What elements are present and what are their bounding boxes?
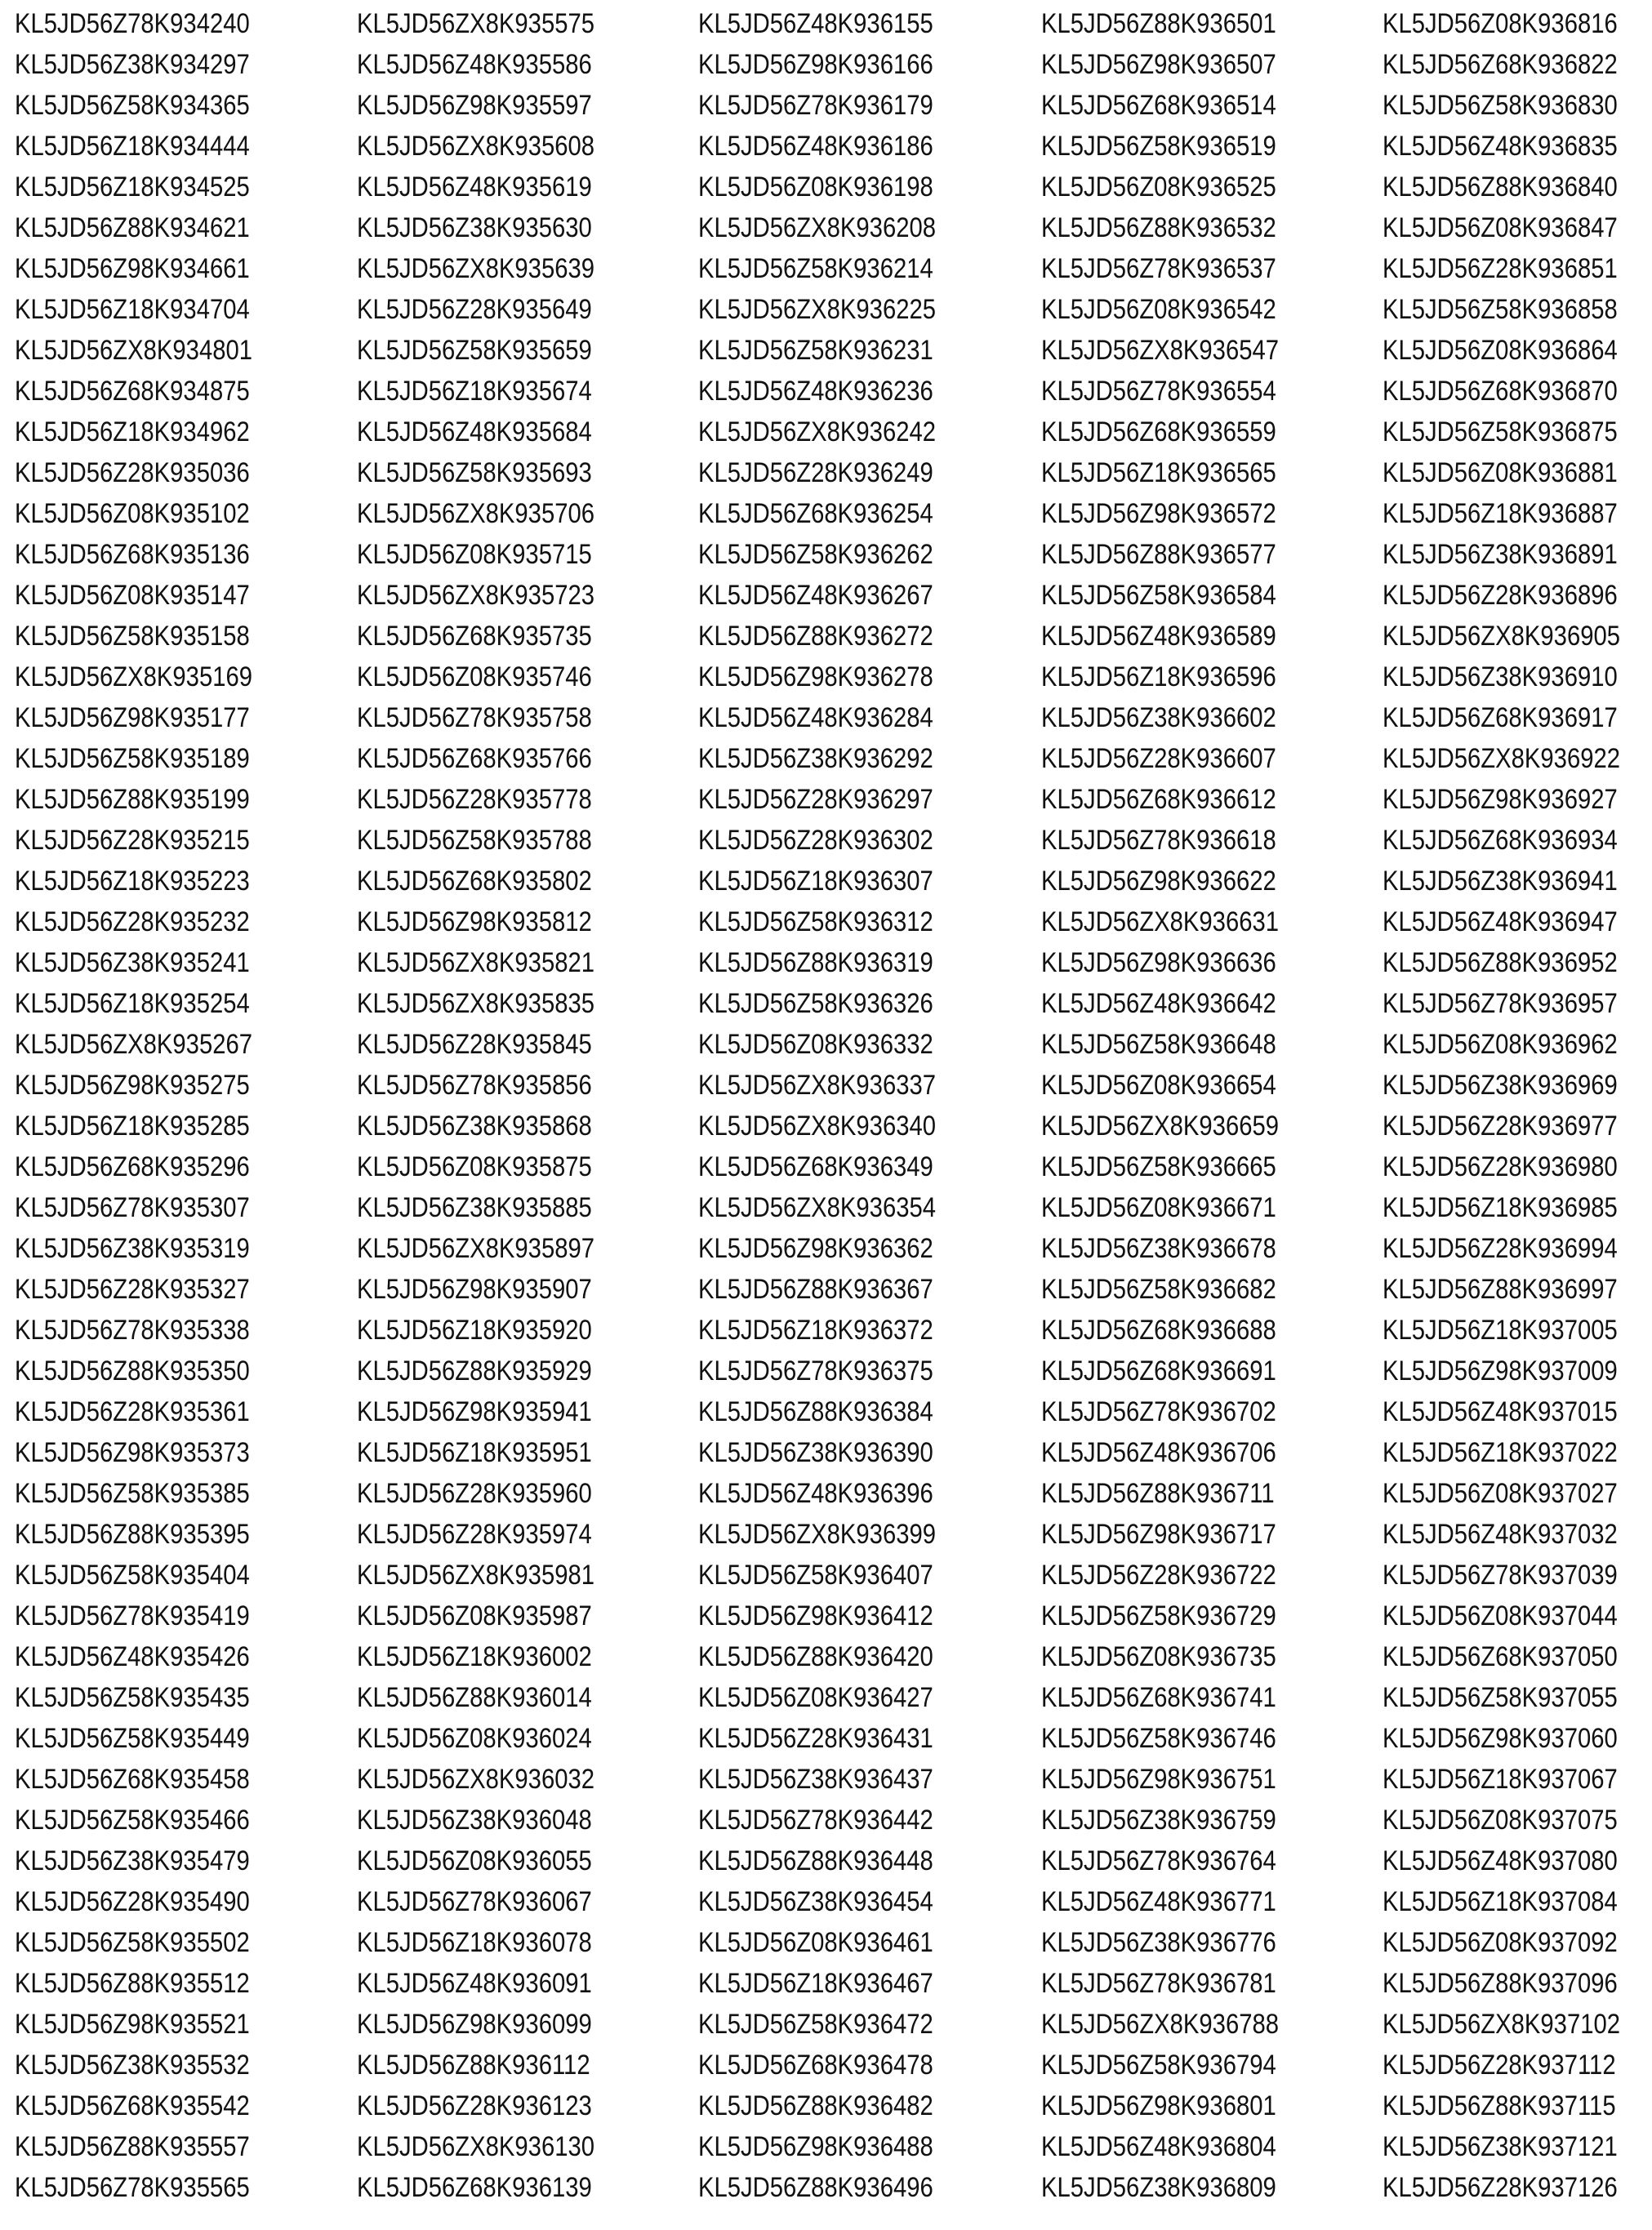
vin-entry: KL5JD56Z08K936671: [1041, 1192, 1276, 1223]
vin-entry: KL5JD56Z08K935715: [357, 539, 592, 570]
vin-entry: KL5JD56Z38K936969: [1383, 1070, 1618, 1101]
vin-entry: KL5JD56Z78K935338: [15, 1315, 250, 1346]
vin-entry: KL5JD56Z48K936236: [698, 376, 933, 407]
vin-entry: KL5JD56Z98K936412: [698, 1600, 933, 1631]
vin-entry: KL5JD56Z98K936927: [1383, 784, 1618, 815]
vin-entry: KL5JD56ZX8K937102: [1383, 2009, 1620, 2040]
vin-entry: KL5JD56Z08K935102: [15, 498, 250, 529]
vin-entry: KL5JD56Z18K934962: [15, 416, 250, 447]
vin-entry: KL5JD56Z38K936941: [1383, 866, 1618, 897]
vin-entry: KL5JD56Z58K936262: [698, 539, 933, 570]
vin-entry: KL5JD56Z18K937067: [1383, 1764, 1618, 1795]
vin-entry: KL5JD56Z58K936746: [1041, 1723, 1276, 1754]
vin-entry: KL5JD56Z18K935285: [15, 1111, 250, 1142]
vin-entry: KL5JD56Z58K935385: [15, 1478, 250, 1509]
vin-entry: KL5JD56Z18K935674: [357, 376, 592, 407]
vin-entry: KL5JD56Z98K935907: [357, 1274, 592, 1305]
vin-entry: KL5JD56Z18K935254: [15, 988, 250, 1019]
vin-entry: KL5JD56Z08K936864: [1383, 335, 1618, 366]
vin-entry: KL5JD56Z48K936771: [1041, 1886, 1276, 1917]
vin-entry: KL5JD56Z48K936706: [1041, 1437, 1276, 1468]
vin-entry: KL5JD56Z78K935856: [357, 1070, 592, 1101]
vin-entry: KL5JD56Z68K935296: [15, 1151, 250, 1182]
vin-entry: KL5JD56Z98K936488: [698, 2131, 933, 2162]
vin-entry: KL5JD56Z48K935684: [357, 416, 592, 447]
vin-entry: KL5JD56Z48K936091: [357, 1968, 592, 1999]
vin-entry: KL5JD56Z28K935361: [15, 1396, 250, 1427]
vin-entry: KL5JD56Z58K935466: [15, 1805, 250, 1836]
vin-entry: KL5JD56ZX8K935639: [357, 253, 594, 284]
vin-entry: KL5JD56Z08K937027: [1383, 1478, 1618, 1509]
vin-entry: KL5JD56Z38K936759: [1041, 1805, 1276, 1836]
vin-entry: KL5JD56Z48K937080: [1383, 1845, 1618, 1876]
vin-entry: KL5JD56Z18K934525: [15, 171, 250, 203]
vin-entry: KL5JD56ZX8K935981: [357, 1560, 594, 1591]
vin-entry: KL5JD56ZX8K936130: [357, 2131, 594, 2162]
vin-entry: KL5JD56Z28K936431: [698, 1723, 933, 1754]
vin-entry: KL5JD56Z08K936427: [698, 1682, 933, 1713]
vin-entry: KL5JD56Z68K936254: [698, 498, 933, 529]
vin-entry: KL5JD56Z18K937005: [1383, 1315, 1618, 1346]
vin-entry: KL5JD56Z98K935521: [15, 2009, 250, 2040]
vin-entry: KL5JD56Z38K936891: [1383, 539, 1618, 570]
vin-entry: KL5JD56Z98K936622: [1041, 866, 1276, 897]
vin-entry: KL5JD56Z28K936851: [1383, 253, 1618, 284]
vin-entry: KL5JD56Z48K936804: [1041, 2131, 1276, 2162]
vin-entry: KL5JD56Z98K936166: [698, 49, 933, 80]
vin-entry: KL5JD56Z28K935215: [15, 825, 250, 856]
vin-entry: KL5JD56Z38K935630: [357, 212, 592, 243]
vin-entry: KL5JD56Z38K936602: [1041, 702, 1276, 733]
vin-entry: KL5JD56Z28K935960: [357, 1478, 592, 1509]
vin-entry: KL5JD56Z48K936947: [1383, 906, 1618, 937]
vin-entry: KL5JD56Z48K936155: [698, 8, 933, 39]
vin-entry: KL5JD56ZX8K936631: [1041, 906, 1279, 937]
vin-entry: KL5JD56Z98K935275: [15, 1070, 250, 1101]
vin-entry: KL5JD56Z98K936362: [698, 1233, 933, 1264]
vin-entry: KL5JD56Z38K935885: [357, 1192, 592, 1223]
vin-entry: KL5JD56ZX8K935267: [15, 1029, 252, 1060]
vin-entry: KL5JD56Z08K936654: [1041, 1070, 1276, 1101]
vin-entry: KL5JD56Z98K936507: [1041, 49, 1276, 80]
vin-entry: KL5JD56ZX8K936354: [698, 1192, 936, 1223]
vin-entry: KL5JD56Z28K937112: [1383, 2050, 1616, 2081]
vin-entry: KL5JD56Z28K936607: [1041, 743, 1276, 774]
vin-entry: KL5JD56Z68K936514: [1041, 90, 1276, 121]
vin-entry: KL5JD56Z88K936319: [698, 947, 933, 978]
vin-entry: KL5JD56Z38K935241: [15, 947, 250, 978]
vin-entry: KL5JD56Z18K936467: [698, 1968, 933, 1999]
vin-entry: KL5JD56Z88K936482: [698, 2090, 933, 2121]
vin-entry: KL5JD56Z08K937092: [1383, 1927, 1618, 1958]
vin-entry: KL5JD56Z88K935557: [15, 2131, 250, 2162]
vin-entry: KL5JD56Z68K936349: [698, 1151, 933, 1182]
vin-entry: KL5JD56Z68K935766: [357, 743, 592, 774]
vin-entry: KL5JD56Z18K934704: [15, 294, 250, 325]
vin-entry: KL5JD56ZX8K936905: [1383, 621, 1620, 652]
vin-entry: KL5JD56Z88K936997: [1383, 1274, 1618, 1305]
vin-entry: KL5JD56Z28K936302: [698, 825, 933, 856]
vin-entry: KL5JD56Z88K937115: [1383, 2090, 1616, 2121]
vin-entry: KL5JD56Z28K936297: [698, 784, 933, 815]
vin-entry: KL5JD56Z78K936618: [1041, 825, 1276, 856]
vin-entry: KL5JD56Z48K935426: [15, 1641, 250, 1672]
vin-entry: KL5JD56Z78K936781: [1041, 1968, 1276, 1999]
vin-entry: KL5JD56Z98K937060: [1383, 1723, 1618, 1754]
vin-entry: KL5JD56Z28K936977: [1383, 1111, 1618, 1142]
vin-entry: KL5JD56Z38K936678: [1041, 1233, 1276, 1264]
vin-entry: KL5JD56Z98K936278: [698, 661, 933, 692]
vin-entry: KL5JD56Z38K935479: [15, 1845, 250, 1876]
vin-entry: KL5JD56Z68K935458: [15, 1764, 250, 1795]
vin-entry: KL5JD56Z48K936396: [698, 1478, 933, 1509]
vin-entry: KL5JD56Z58K936729: [1041, 1600, 1276, 1631]
vin-entry: KL5JD56Z18K936078: [357, 1927, 592, 1958]
vin-entry: KL5JD56ZX8K935169: [15, 661, 252, 692]
vin-entry: KL5JD56Z88K936272: [698, 621, 933, 652]
vin-entry: KL5JD56Z78K936764: [1041, 1845, 1276, 1876]
vin-entry: KL5JD56Z58K936830: [1383, 90, 1618, 121]
vin-entry: KL5JD56Z38K936048: [357, 1805, 592, 1836]
vin-entry: KL5JD56Z58K936665: [1041, 1151, 1276, 1182]
vin-entry: KL5JD56Z68K936822: [1383, 49, 1618, 80]
vin-entry: KL5JD56Z18K935951: [357, 1437, 592, 1468]
vin-entry: KL5JD56Z88K935199: [15, 784, 250, 815]
vin-entry: KL5JD56Z58K936875: [1383, 416, 1618, 447]
vin-column-1: [15, 7, 341, 2211]
vin-entry: KL5JD56Z58K935449: [15, 1723, 250, 1754]
vin-entry: KL5JD56Z28K937126: [1383, 2172, 1618, 2203]
vin-entry: KL5JD56ZX8K936208: [698, 212, 936, 243]
vin-entry: KL5JD56Z78K935419: [15, 1600, 250, 1631]
vin-entry: KL5JD56Z08K936816: [1383, 8, 1618, 39]
vin-entry: KL5JD56Z58K935189: [15, 743, 250, 774]
vin-entry: KL5JD56Z58K935502: [15, 1927, 250, 1958]
vin-entry: KL5JD56Z98K935812: [357, 906, 592, 937]
vin-column-4: [1041, 7, 1368, 2211]
vin-entry: KL5JD56Z78K935307: [15, 1192, 250, 1223]
vin-entry: KL5JD56Z28K936249: [698, 457, 933, 488]
vin-entry: KL5JD56Z78K936957: [1383, 988, 1618, 1019]
vin-entry: KL5JD56Z88K935929: [357, 1355, 592, 1387]
vin-entry: KL5JD56ZX8K936547: [1041, 335, 1279, 366]
vin-entry: KL5JD56Z48K936835: [1383, 131, 1618, 162]
vin-entry: KL5JD56Z28K935778: [357, 784, 592, 815]
vin-entry: KL5JD56Z68K936870: [1383, 376, 1618, 407]
vin-entry: KL5JD56Z88K936952: [1383, 947, 1618, 978]
vin-entry: KL5JD56Z58K936648: [1041, 1029, 1276, 1060]
vin-entry: KL5JD56Z28K935036: [15, 457, 250, 488]
vin-entry: KL5JD56Z68K936917: [1383, 702, 1618, 733]
vin-entry: KL5JD56Z98K935373: [15, 1437, 250, 1468]
vin-entry: KL5JD56Z68K935542: [15, 2090, 250, 2121]
vin-entry: KL5JD56Z28K935974: [357, 1519, 592, 1550]
vin-entry: KL5JD56Z18K936985: [1383, 1192, 1618, 1223]
vin-entry: KL5JD56Z68K935735: [357, 621, 592, 652]
vin-entry: KL5JD56Z08K935147: [15, 580, 250, 611]
vin-entry: KL5JD56Z58K936407: [698, 1560, 933, 1591]
vin-entry: KL5JD56Z08K936198: [698, 171, 933, 203]
vin-entry: KL5JD56ZX8K936659: [1041, 1111, 1279, 1142]
vin-entry: KL5JD56Z18K937084: [1383, 1886, 1618, 1917]
vin-entry: KL5JD56ZX8K935608: [357, 131, 594, 162]
vin-entry: KL5JD56Z28K936994: [1383, 1233, 1618, 1264]
vin-entry: KL5JD56ZX8K936340: [698, 1111, 936, 1142]
vin-entry: KL5JD56Z58K936682: [1041, 1274, 1276, 1305]
vin-entry: KL5JD56Z68K936688: [1041, 1315, 1276, 1346]
vin-entry: KL5JD56Z78K935565: [15, 2172, 250, 2203]
vin-entry: KL5JD56Z68K936934: [1383, 825, 1618, 856]
vin-entry: KL5JD56Z18K936372: [698, 1315, 933, 1346]
vin-entry: KL5JD56Z48K936186: [698, 131, 933, 162]
vin-entry: KL5JD56Z08K935875: [357, 1151, 592, 1182]
vin-entry: KL5JD56Z58K936472: [698, 2009, 933, 2040]
vin-entry: KL5JD56Z08K936461: [698, 1927, 933, 1958]
vin-entry: KL5JD56Z18K936887: [1383, 498, 1618, 529]
vin-entry: KL5JD56Z88K936367: [698, 1274, 933, 1305]
vin-column-5: [1383, 7, 1652, 2211]
vin-entry: KL5JD56Z98K934661: [15, 253, 250, 284]
vin-entry: KL5JD56Z98K935597: [357, 90, 592, 121]
vin-entry: KL5JD56Z88K936496: [698, 2172, 933, 2203]
vin-entry: KL5JD56Z78K936442: [698, 1805, 933, 1836]
vin-entry: KL5JD56Z48K936267: [698, 580, 933, 611]
vin-entry: KL5JD56Z58K935659: [357, 335, 592, 366]
vin-entry: KL5JD56Z38K936776: [1041, 1927, 1276, 1958]
vin-entry: KL5JD56Z28K935232: [15, 906, 250, 937]
vin-entry: KL5JD56Z28K935845: [357, 1029, 592, 1060]
vin-entry: KL5JD56Z48K936642: [1041, 988, 1276, 1019]
vin-entry: KL5JD56Z08K936735: [1041, 1641, 1276, 1672]
vin-entry: KL5JD56Z18K936002: [357, 1641, 592, 1672]
vin-entry: KL5JD56Z68K934875: [15, 376, 250, 407]
vin-entry: KL5JD56Z08K935987: [357, 1600, 592, 1631]
vin-entry: KL5JD56ZX8K936337: [698, 1070, 936, 1101]
vin-entry: KL5JD56Z28K935490: [15, 1886, 250, 1917]
vin-entry: KL5JD56Z98K936636: [1041, 947, 1276, 978]
vin-entry: KL5JD56ZX8K935821: [357, 947, 594, 978]
vin-entry: KL5JD56ZX8K935723: [357, 580, 594, 611]
vin-entry: KL5JD56ZX8K936788: [1041, 2009, 1279, 2040]
vin-entry: KL5JD56ZX8K935575: [357, 8, 594, 39]
vin-entry: KL5JD56Z68K936478: [698, 2050, 933, 2081]
vin-entry: KL5JD56Z48K935619: [357, 171, 592, 203]
vin-entry: KL5JD56Z68K937050: [1383, 1641, 1618, 1672]
vin-entry: KL5JD56Z78K936702: [1041, 1396, 1276, 1427]
vin-entry: KL5JD56Z58K936584: [1041, 580, 1276, 611]
vin-entry: KL5JD56Z08K936055: [357, 1845, 592, 1876]
vin-entry: KL5JD56Z78K936375: [698, 1355, 933, 1387]
vin-entry: KL5JD56Z88K937096: [1383, 1968, 1618, 1999]
vin-entry: KL5JD56Z68K936741: [1041, 1682, 1276, 1713]
vin-entry: KL5JD56Z08K937075: [1383, 1805, 1618, 1836]
vin-entry: KL5JD56Z28K936123: [357, 2090, 592, 2121]
vin-entry: KL5JD56Z08K936881: [1383, 457, 1618, 488]
vin-entry: KL5JD56Z58K937055: [1383, 1682, 1618, 1713]
vin-entry: KL5JD56ZX8K936399: [698, 1519, 936, 1550]
vin-entry: KL5JD56Z88K936711: [1041, 1478, 1275, 1509]
vin-entry: KL5JD56Z48K936589: [1041, 621, 1276, 652]
vin-entry: KL5JD56Z58K935435: [15, 1682, 250, 1713]
vin-entry: KL5JD56Z28K935327: [15, 1274, 250, 1305]
vin-entry: KL5JD56Z38K935319: [15, 1233, 250, 1264]
vin-entry: KL5JD56Z88K936448: [698, 1845, 933, 1876]
vin-entry: KL5JD56Z28K935649: [357, 294, 592, 325]
vin-entry: KL5JD56Z68K936691: [1041, 1355, 1276, 1387]
vin-entry: KL5JD56Z08K935746: [357, 661, 592, 692]
vin-entry: KL5JD56Z58K936326: [698, 988, 933, 1019]
vin-entry: KL5JD56Z58K936519: [1041, 131, 1276, 162]
vin-entry: KL5JD56Z08K936542: [1041, 294, 1276, 325]
vin-entry: KL5JD56Z18K936307: [698, 866, 933, 897]
vin-entry: KL5JD56Z58K935693: [357, 457, 592, 488]
vin-entry: KL5JD56ZX8K936225: [698, 294, 936, 325]
vin-entry: KL5JD56Z58K935404: [15, 1560, 250, 1591]
vin-entry: KL5JD56Z68K936559: [1041, 416, 1276, 447]
vin-entry: KL5JD56Z98K937009: [1383, 1355, 1618, 1387]
vin-entry: KL5JD56Z38K936292: [698, 743, 933, 774]
vin-entry: KL5JD56Z88K934621: [15, 212, 250, 243]
vin-entry: KL5JD56Z38K936454: [698, 1886, 933, 1917]
vin-entry: KL5JD56Z88K936384: [698, 1396, 933, 1427]
vin-entry: KL5JD56ZX8K936922: [1383, 743, 1620, 774]
vin-entry: KL5JD56Z88K935350: [15, 1355, 250, 1387]
vin-entry: KL5JD56Z38K936390: [698, 1437, 933, 1468]
vin-entry: KL5JD56Z68K936139: [357, 2172, 592, 2203]
vin-entry: KL5JD56Z38K937121: [1383, 2131, 1618, 2162]
vin-entry: KL5JD56Z88K936577: [1041, 539, 1276, 570]
vin-column-2: [357, 7, 684, 2211]
vin-entry: KL5JD56Z78K936067: [357, 1886, 592, 1917]
vin-entry: KL5JD56Z98K936801: [1041, 2090, 1276, 2121]
vin-entry: KL5JD56Z58K936858: [1383, 294, 1618, 325]
vin-entry: KL5JD56Z08K936024: [357, 1723, 592, 1754]
vin-entry: KL5JD56Z88K935512: [15, 1968, 250, 1999]
vin-entry: KL5JD56Z48K936284: [698, 702, 933, 733]
vin-entry: KL5JD56ZX8K934801: [15, 335, 252, 366]
vin-entry: KL5JD56Z48K937032: [1383, 1519, 1618, 1550]
vin-entry: KL5JD56Z08K937044: [1383, 1600, 1618, 1631]
vin-entry: KL5JD56Z38K935532: [15, 2050, 250, 2081]
vin-entry: KL5JD56Z58K936231: [698, 335, 933, 366]
vin-entry: KL5JD56Z18K934444: [15, 131, 250, 162]
vin-entry: KL5JD56Z28K936896: [1383, 580, 1618, 611]
vin-entry: KL5JD56Z48K935586: [357, 49, 592, 80]
vin-entry: KL5JD56Z88K936840: [1383, 171, 1618, 203]
vin-entry: KL5JD56Z78K936554: [1041, 376, 1276, 407]
vin-entry: KL5JD56Z98K936099: [357, 2009, 592, 2040]
vin-entry: KL5JD56Z18K937022: [1383, 1437, 1618, 1468]
vin-entry: KL5JD56Z38K936437: [698, 1764, 933, 1795]
vin-entry: KL5JD56Z58K936312: [698, 906, 933, 937]
vin-entry: KL5JD56ZX8K935706: [357, 498, 594, 529]
vin-entry: KL5JD56Z98K936751: [1041, 1764, 1276, 1795]
vin-entry: KL5JD56Z98K935177: [15, 702, 250, 733]
vin-entry: KL5JD56Z18K935223: [15, 866, 250, 897]
vin-entry: KL5JD56Z18K936565: [1041, 457, 1276, 488]
vin-column-3: [698, 7, 1025, 2211]
vin-entry: KL5JD56Z78K935758: [357, 702, 592, 733]
vin-entry: KL5JD56Z08K936525: [1041, 171, 1276, 203]
vin-entry: KL5JD56Z88K936532: [1041, 212, 1276, 243]
vin-entry: KL5JD56Z68K935136: [15, 539, 250, 570]
vin-entry: KL5JD56Z48K937015: [1383, 1396, 1618, 1427]
vin-entry: KL5JD56ZX8K935897: [357, 1233, 594, 1264]
vin-entry: KL5JD56Z38K934297: [15, 49, 250, 80]
vin-entry: KL5JD56Z58K935788: [357, 825, 592, 856]
vin-entry: KL5JD56Z78K936179: [698, 90, 933, 121]
vin-entry: KL5JD56Z08K936962: [1383, 1029, 1618, 1060]
vin-entry: KL5JD56Z78K937039: [1383, 1560, 1618, 1591]
vin-entry: KL5JD56Z18K935920: [357, 1315, 592, 1346]
vin-entry: KL5JD56Z58K934365: [15, 90, 250, 121]
vin-entry: KL5JD56Z28K936980: [1383, 1151, 1618, 1182]
vin-entry: KL5JD56Z28K936722: [1041, 1560, 1276, 1591]
vin-entry: KL5JD56Z08K936332: [698, 1029, 933, 1060]
vin-entry: KL5JD56Z98K936572: [1041, 498, 1276, 529]
vin-entry: KL5JD56Z98K936717: [1041, 1519, 1276, 1550]
vin-entry: KL5JD56Z38K936910: [1383, 661, 1618, 692]
vin-entry: KL5JD56Z88K936420: [698, 1641, 933, 1672]
vin-entry: KL5JD56Z58K936794: [1041, 2050, 1276, 2081]
vin-entry: KL5JD56Z38K936809: [1041, 2172, 1276, 2203]
vin-entry: KL5JD56Z38K935868: [357, 1111, 592, 1142]
vin-entry: KL5JD56ZX8K936032: [357, 1764, 594, 1795]
vin-entry: KL5JD56Z98K935941: [357, 1396, 592, 1427]
vin-entry: KL5JD56Z58K935158: [15, 621, 250, 652]
vin-entry: KL5JD56Z18K936596: [1041, 661, 1276, 692]
vin-entry: KL5JD56Z68K935802: [357, 866, 592, 897]
vin-entry: KL5JD56ZX8K936242: [698, 416, 936, 447]
vin-entry: KL5JD56ZX8K935835: [357, 988, 594, 1019]
vin-entry: KL5JD56Z08K936847: [1383, 212, 1618, 243]
vin-entry: KL5JD56Z78K936537: [1041, 253, 1276, 284]
vin-entry: KL5JD56Z88K936501: [1041, 8, 1276, 39]
vin-entry: KL5JD56Z78K934240: [15, 8, 250, 39]
vin-entry: KL5JD56Z88K935395: [15, 1519, 250, 1550]
vin-entry: KL5JD56Z58K936214: [698, 253, 933, 284]
vin-entry: KL5JD56Z88K936112: [357, 2050, 590, 2081]
vin-entry: KL5JD56Z88K936014: [357, 1682, 592, 1713]
vin-entry: KL5JD56Z68K936612: [1041, 784, 1276, 815]
